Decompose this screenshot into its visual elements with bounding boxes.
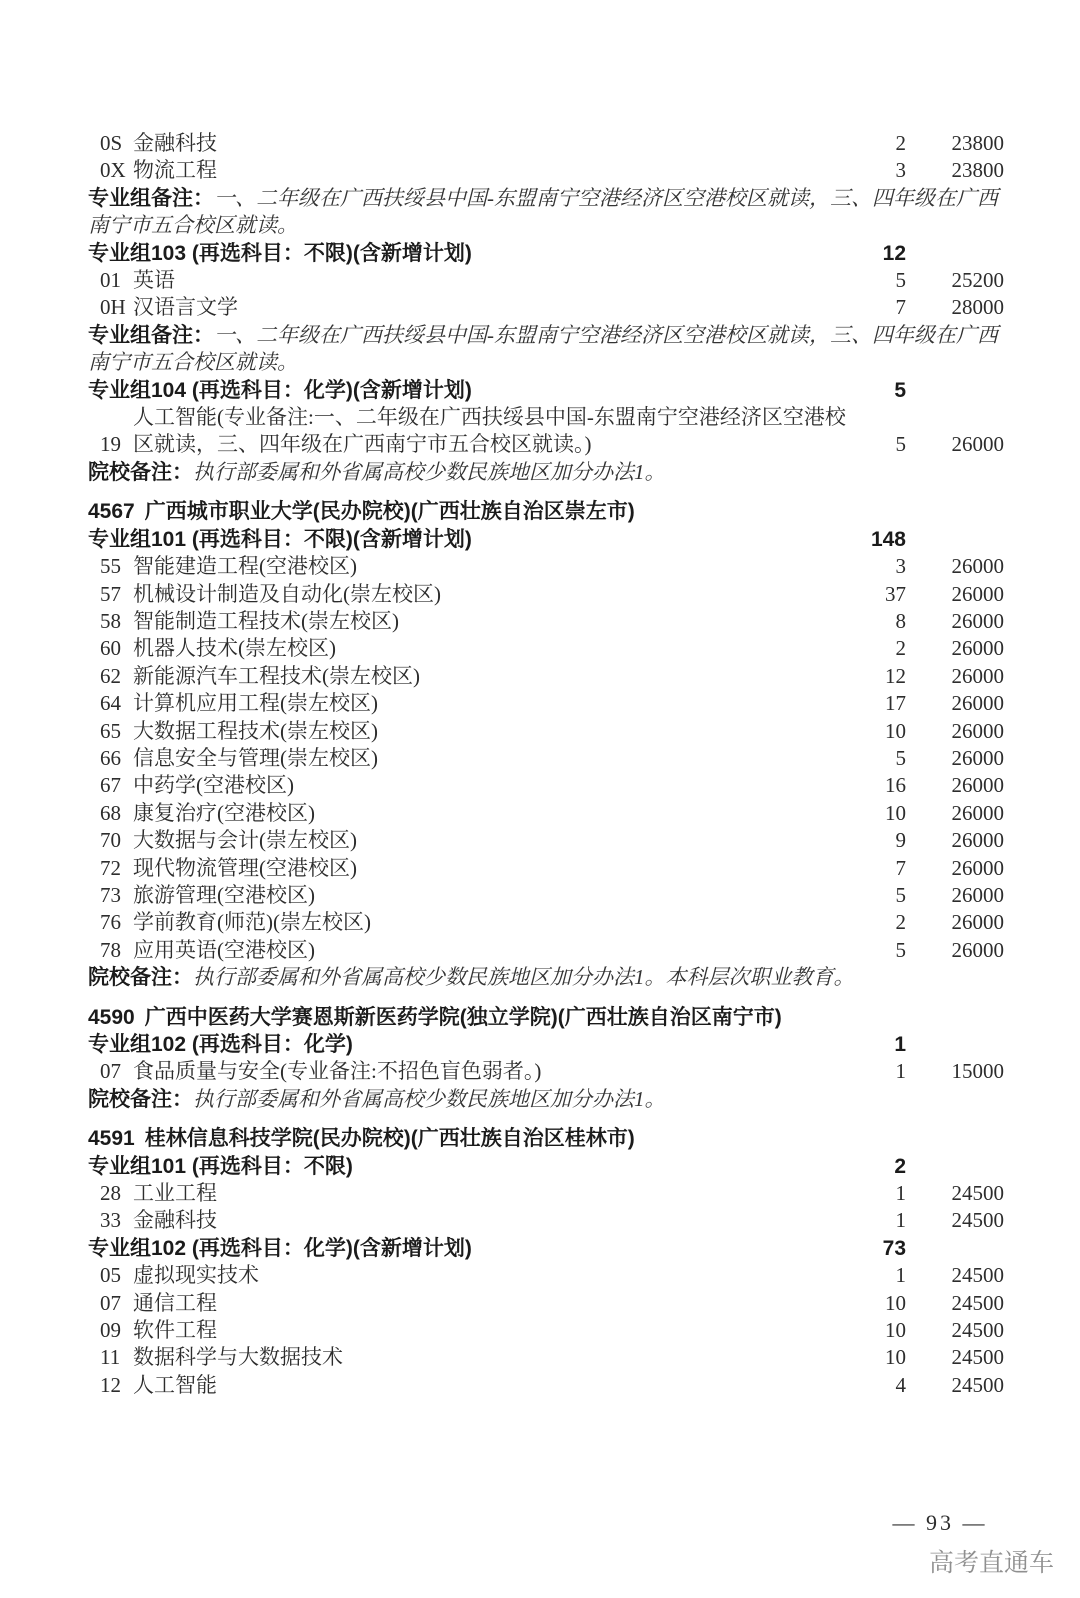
tuition-fee: 26000 [951, 691, 1004, 716]
plan-count: 10 [885, 1290, 906, 1315]
major-name: 旅游管理(空港校区) [133, 882, 315, 907]
major-code: 01 [100, 268, 121, 293]
major-name: 虚拟现实技术 [133, 1263, 259, 1288]
major-row [88, 745, 1004, 772]
major-code: 65 [100, 718, 121, 743]
tuition-fee: 26000 [951, 718, 1004, 743]
major-code: 28 [100, 1181, 121, 1206]
school-code: 4567 [88, 500, 135, 524]
major-name: 数据科学与大数据技术 [133, 1345, 343, 1370]
major-name: 新能源汽车工程技术(崇左校区) [133, 663, 420, 688]
plan-count: 1 [895, 1181, 906, 1206]
plan-count: 4 [895, 1372, 906, 1397]
major-name: 金融科技 [133, 1208, 217, 1233]
program-group-note [88, 185, 1004, 240]
plan-count: 1 [895, 1208, 906, 1233]
major-name: 人工智能(专业备注:一、二年级在广西扶绥县中国-东盟南宁空港经济区空港校区就读，三、四年级在广西南宁市五合校区就读。) [133, 405, 846, 457]
plan-count: 10 [885, 1318, 906, 1343]
tuition-fee: 28000 [951, 295, 1004, 320]
program-group-row [88, 526, 1004, 553]
major-row [88, 267, 1004, 294]
group-plan-count: 5 [894, 378, 906, 402]
tuition-fee: 24500 [951, 1318, 1004, 1343]
major-name: 机械设计制造及自动化(崇左校区) [133, 581, 441, 606]
major-code: 55 [100, 554, 121, 579]
school-header-row [88, 498, 1004, 525]
tuition-fee: 26000 [951, 636, 1004, 661]
note-label: 院校备注： [88, 460, 193, 484]
plan-count: 9 [895, 828, 906, 853]
major-name: 信息安全与管理(崇左校区) [133, 745, 378, 770]
major-code: 78 [100, 937, 121, 962]
plan-count: 2 [895, 636, 906, 661]
major-name: 汉语言文学 [133, 295, 238, 320]
major-row [88, 663, 1004, 690]
tuition-fee: 26000 [951, 745, 1004, 770]
major-code: 70 [100, 828, 121, 853]
major-name: 中药学(空港校区) [133, 773, 294, 798]
tuition-fee: 24500 [951, 1263, 1004, 1288]
plan-count: 37 [885, 581, 906, 606]
plan-count: 5 [895, 937, 906, 962]
group-title: 专业组102 (再选科目：化学)(含新增计划) [88, 1236, 472, 1260]
major-row [88, 1344, 1004, 1371]
plan-count: 8 [895, 608, 906, 633]
group-title: 专业组104 (再选科目：化学)(含新增计划) [88, 378, 472, 402]
major-code: 72 [100, 855, 121, 880]
major-name: 机器人技术(崇左校区) [133, 636, 336, 661]
plan-count: 3 [895, 158, 906, 183]
plan-count: 12 [885, 663, 906, 688]
major-name: 大数据工程技术(崇左校区) [133, 718, 378, 743]
page-number: — 93 — [892, 1510, 988, 1535]
major-code: 73 [100, 882, 121, 907]
major-name: 人工智能 [133, 1372, 217, 1397]
major-name: 工业工程 [133, 1181, 217, 1206]
school-header-row [88, 1004, 1004, 1031]
major-row [88, 608, 1004, 635]
major-code: 09 [100, 1318, 121, 1343]
note-label: 院校备注： [88, 1087, 193, 1111]
plan-count: 17 [885, 691, 906, 716]
major-row [88, 1317, 1004, 1344]
school-note [88, 964, 1004, 991]
note-text: 执行部委属和外省属高校少数民族地区加分办法1。本科层次职业教育。 [193, 965, 855, 990]
major-row [88, 1262, 1004, 1289]
school-note [88, 1086, 1004, 1113]
plan-count: 2 [895, 910, 906, 935]
note-label: 专业组备注： [88, 323, 214, 347]
group-title: 专业组101 (再选科目：不限) [88, 1154, 353, 1178]
tuition-fee: 26000 [951, 581, 1004, 606]
major-row [88, 130, 1004, 157]
major-row [88, 718, 1004, 745]
plan-count: 5 [895, 432, 906, 457]
major-row [88, 882, 1004, 909]
document-content [88, 130, 1004, 1399]
school-code: 4590 [88, 1005, 135, 1029]
tuition-fee: 26000 [951, 937, 1004, 962]
group-plan-count: 148 [870, 527, 906, 551]
plan-count: 10 [885, 1345, 906, 1370]
major-name: 物流工程 [133, 158, 217, 183]
group-plan-count: 2 [894, 1154, 906, 1178]
plan-count: 3 [895, 554, 906, 579]
major-code: 05 [100, 1263, 121, 1288]
plan-count: 1 [895, 1263, 906, 1288]
plan-count: 5 [895, 882, 906, 907]
major-code: 60 [100, 636, 121, 661]
school-name: 广西城市职业大学(民办院校)(广西壮族自治区崇左市) [144, 500, 635, 524]
program-group-row [88, 240, 1004, 267]
major-code: 68 [100, 800, 121, 825]
note-label: 专业组备注： [88, 186, 214, 210]
tuition-fee: 26000 [951, 828, 1004, 853]
tuition-fee: 26000 [951, 855, 1004, 880]
plan-count: 1 [895, 1059, 906, 1084]
plan-count: 2 [895, 131, 906, 155]
plan-count: 5 [895, 745, 906, 770]
major-name: 应用英语(空港校区) [133, 937, 315, 962]
watermark: 高考直通车 [928, 1549, 1054, 1577]
major-code: 0X [100, 158, 126, 183]
major-row [88, 690, 1004, 717]
program-group-row [88, 1153, 1004, 1180]
group-title: 专业组101 (再选科目：不限)(含新增计划) [88, 527, 472, 551]
tuition-fee: 26000 [951, 663, 1004, 688]
major-code: 19 [100, 432, 121, 457]
plan-count: 7 [895, 295, 906, 320]
major-code: 07 [100, 1290, 121, 1315]
major-code: 11 [100, 1345, 121, 1370]
major-row [88, 1290, 1004, 1317]
note-text: 一、二年级在广西扶绥县中国-东盟南宁空港经济区空港校区就读，三、四年级在广西南宁市五合校区就读。 [88, 185, 998, 238]
major-row [88, 827, 1004, 854]
major-name: 现代物流管理(空港校区) [133, 855, 357, 880]
major-name: 金融科技 [133, 131, 217, 155]
program-group-row [88, 1031, 1004, 1058]
major-row [88, 294, 1004, 321]
note-text: 一、二年级在广西扶绥县中国-东盟南宁空港经济区空港校区就读，三、四年级在广西南宁市五合校区就读。 [88, 322, 998, 375]
major-code: 62 [100, 663, 121, 688]
tuition-fee: 26000 [951, 910, 1004, 935]
school-name: 广西中医药大学赛恩斯新医药学院(独立学院)(广西壮族自治区南宁市) [144, 1005, 782, 1029]
major-code: 0H [100, 295, 126, 320]
major-row [88, 404, 1004, 459]
major-row [88, 1058, 1004, 1085]
major-name: 智能建造工程(空港校区) [133, 554, 357, 579]
tuition-fee: 24500 [951, 1181, 1004, 1206]
school-header-row [88, 1125, 1004, 1152]
major-row [88, 1207, 1004, 1234]
major-row [88, 635, 1004, 662]
major-row [88, 1180, 1004, 1207]
major-row [88, 581, 1004, 608]
plan-count: 5 [895, 268, 906, 293]
group-title: 专业组102 (再选科目：化学) [88, 1033, 353, 1056]
major-name: 大数据与会计(崇左校区) [133, 828, 357, 853]
program-group-row [88, 1235, 1004, 1262]
tuition-fee: 24500 [951, 1208, 1004, 1233]
tuition-fee: 26000 [951, 554, 1004, 579]
major-name: 通信工程 [133, 1290, 217, 1315]
tuition-fee: 15000 [951, 1059, 1004, 1084]
tuition-fee: 26000 [951, 773, 1004, 798]
major-code: 64 [100, 691, 121, 716]
major-name: 软件工程 [133, 1318, 217, 1343]
major-code: 07 [100, 1059, 121, 1084]
major-row [88, 855, 1004, 882]
tuition-fee: 24500 [951, 1372, 1004, 1397]
group-plan-count: 73 [882, 1236, 906, 1260]
major-code: 67 [100, 773, 121, 798]
school-name: 桂林信息科技学院(民办院校)(广西壮族自治区桂林市) [144, 1127, 635, 1151]
tuition-fee: 26000 [951, 432, 1004, 457]
major-code: 33 [100, 1208, 121, 1233]
major-code: 76 [100, 910, 121, 935]
plan-count: 10 [885, 718, 906, 743]
note-text: 执行部委属和外省属高校少数民族地区加分办法1。 [193, 1086, 666, 1111]
plan-count: 10 [885, 800, 906, 825]
major-name: 康复治疗(空港校区) [133, 800, 315, 825]
major-code: 58 [100, 608, 121, 633]
group-plan-count: 1 [894, 1033, 906, 1056]
tuition-fee: 25200 [951, 268, 1004, 293]
major-name: 智能制造工程技术(崇左校区) [133, 608, 399, 633]
school-note [88, 459, 1004, 486]
note-label: 院校备注： [88, 966, 193, 990]
tuition-fee: 26000 [951, 608, 1004, 633]
group-title: 专业组103 (再选科目：不限)(含新增计划) [88, 241, 472, 265]
plan-count: 16 [885, 773, 906, 798]
major-name: 计算机应用工程(崇左校区) [133, 691, 378, 716]
major-name: 英语 [133, 268, 175, 293]
major-code: 66 [100, 745, 121, 770]
major-name: 学前教育(师范)(崇左校区) [133, 910, 371, 935]
note-text: 执行部委属和外省属高校少数民族地区加分办法1。 [193, 459, 666, 484]
major-code: 12 [100, 1372, 121, 1397]
tuition-fee: 24500 [951, 1290, 1004, 1315]
group-plan-count: 12 [882, 241, 906, 265]
school-code: 4591 [88, 1127, 135, 1151]
program-group-row [88, 377, 1004, 404]
major-row [88, 157, 1004, 184]
tuition-fee: 24500 [951, 1345, 1004, 1370]
major-code: 57 [100, 581, 121, 606]
major-row [88, 909, 1004, 936]
major-row [88, 772, 1004, 799]
tuition-fee: 26000 [951, 800, 1004, 825]
major-row [88, 800, 1004, 827]
major-row [88, 937, 1004, 964]
major-row [88, 553, 1004, 580]
program-group-note [88, 322, 1004, 377]
major-name: 食品质量与安全(专业备注:不招色盲色弱者。) [133, 1059, 542, 1084]
major-row [88, 1372, 1004, 1399]
tuition-fee: 23800 [951, 158, 1004, 183]
major-code: 0S [100, 131, 123, 155]
tuition-fee: 23800 [951, 131, 1004, 155]
plan-count: 7 [895, 855, 906, 880]
tuition-fee: 26000 [951, 882, 1004, 907]
